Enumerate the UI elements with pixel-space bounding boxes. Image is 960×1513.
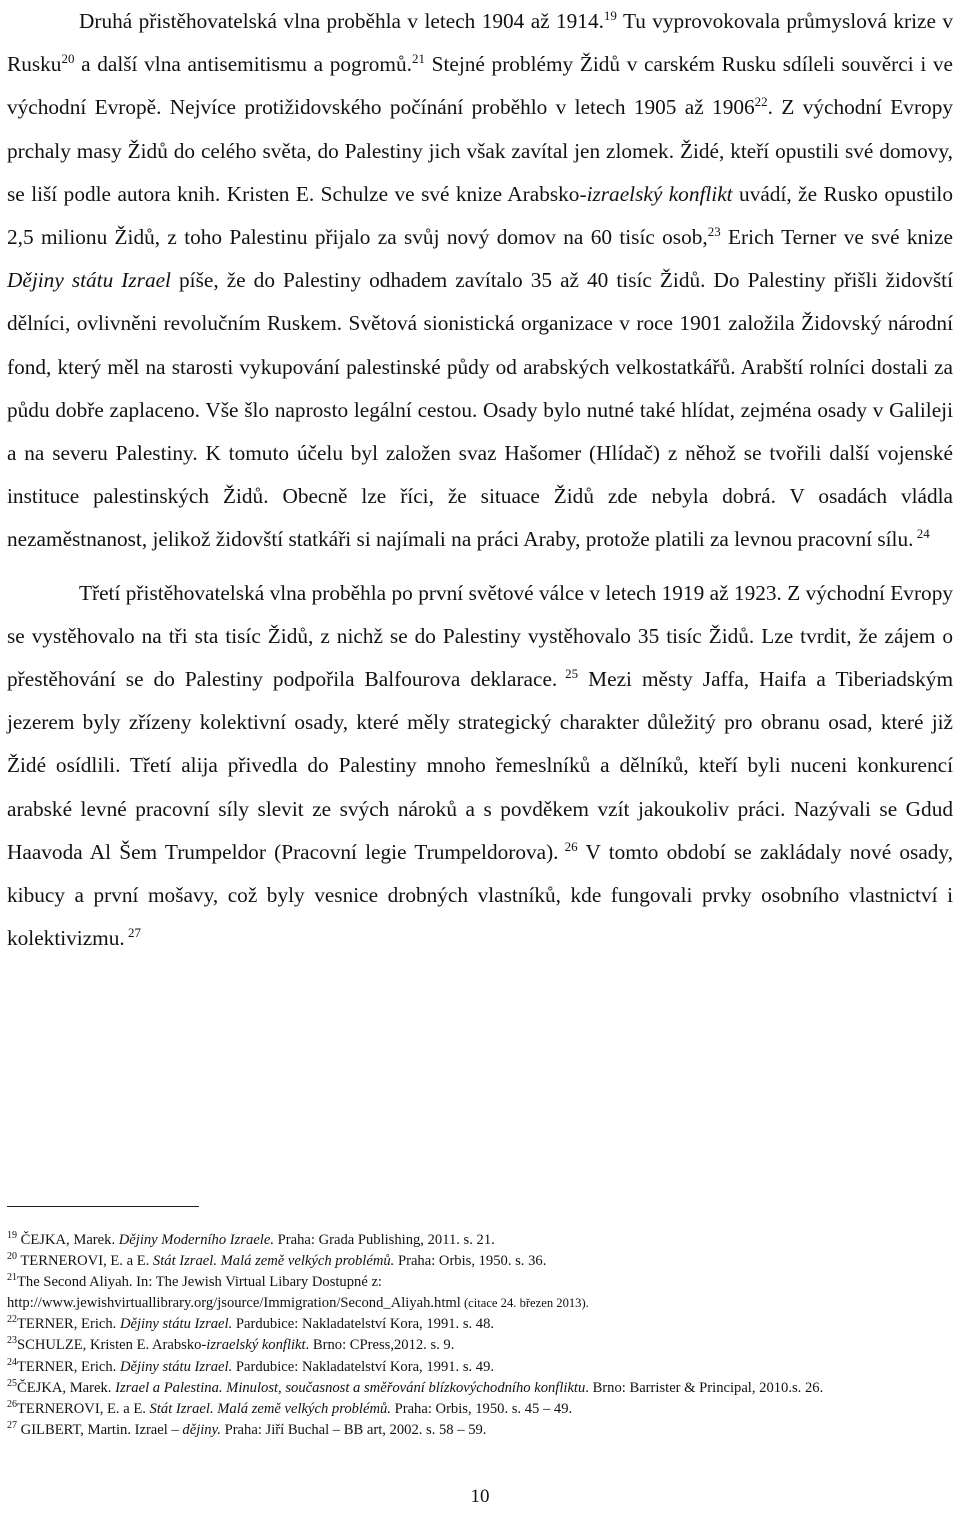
text-run: Erich Terner ve své knize: [720, 225, 953, 250]
footnote-separator: [7, 1206, 199, 1207]
footnote: [7, 1272, 953, 1293]
footnote-text: Pardubice: Nakladatelství Kora, 1991. s. 48.: [232, 1316, 495, 1333]
footnote-title: izraelský konflikt: [206, 1337, 306, 1354]
footnote-text: . Brno: Barrister & Principal, 2010.s. 26.: [585, 1379, 824, 1396]
footnote-text: GILBERT, Martin. Izrael –: [17, 1421, 183, 1438]
footnote-ref[interactable]: 20: [61, 51, 75, 67]
footnote-number: 21: [7, 1272, 17, 1284]
footnote-ref[interactable]: 22: [754, 94, 768, 110]
footnote-ref[interactable]: 21: [411, 51, 425, 67]
footnote: [7, 1251, 953, 1272]
footnote-text: TERNEROVI, E. a E.: [17, 1400, 150, 1417]
footnote-title: Dějiny státu Izrael.: [119, 1358, 233, 1375]
footnote-number: 19: [7, 1230, 17, 1242]
footnote-text: Praha: Orbis, 1950. s. 45 – 49.: [390, 1400, 573, 1417]
footnote-number: 22: [7, 1314, 17, 1326]
document-page: [7, 0, 954, 1507]
footnote-text: . Brno: CPress,2012. s. 9.: [305, 1337, 455, 1354]
page-number: 10: [470, 1486, 490, 1507]
footnote-text: ČEJKA, Marek.: [17, 1379, 116, 1396]
text-run: Tu vyprovokovala průmyslová krize v Rusku: [7, 9, 953, 77]
footnote-text: TERNEROVI, E. a E.: [17, 1253, 153, 1270]
footnote: [7, 1230, 953, 1251]
footnote-text: (citace 24. březen 2013).: [460, 1296, 589, 1311]
footnote-title: Dějiny Moderního Izraele.: [118, 1232, 274, 1248]
text-run: Mezi městy Jaffa, Haifa a Tiberiadským jezerem byly zřízeny kolektivní osady, které měly strategický charakter důležitý pro obranu osad, které již Židé osídlili. Třetí alija přivedla do Palestiny mnoho řemeslníků a dělníků, kteří byli nuceni konkurencí arabské levné pracovní síly slevit ze svých nároků a s povděkem vzít jakoukoliv práci. Nazývali se Gdud Haavoda Al Šem Trumpeldor (Pracovní legie Trumpeldorova).: [7, 667, 954, 864]
footnote-text: ČEJKA, Marek.: [17, 1232, 119, 1248]
footnote-title: Stát Izrael. Malá země velkých problémů.: [149, 1400, 391, 1417]
footnote: [7, 1420, 953, 1441]
text-run: a další vlna antisemitismu a pogromů.: [74, 52, 412, 77]
footnote-ref[interactable]: 24: [913, 526, 930, 542]
footnote-ref[interactable]: 25: [557, 665, 579, 681]
footnote-text: Pardubice: Nakladatelství Kora, 1991. s. 49.: [232, 1358, 495, 1375]
footnote-title: Izrael a Palestina. Minulost, současnost a směřování blízkovýchodního konfliktu: [115, 1379, 586, 1396]
footnote-text: The Second Aliyah. In: The Jewish Virtual Libary Dostupné z:: [17, 1274, 382, 1291]
text-run: V tomto období se zakládaly nové osady, kibucy a první mošavy, což byly vesnice drobných vlastníků, kde fungovali prvky osobního vlastnictví i kolektivizmu.: [7, 839, 954, 951]
footnote-number: 25: [7, 1377, 17, 1389]
footnote: [7, 1357, 953, 1378]
footnote-text: Praha: Orbis, 1950. s. 36.: [394, 1253, 547, 1270]
footnote-number: 27: [7, 1419, 17, 1431]
paragraph-third-aliyah: [7, 572, 953, 961]
footnote-text: TERNER, Erich.: [17, 1358, 120, 1375]
footnote-ref[interactable]: 23: [707, 223, 721, 239]
footnotes: [7, 1230, 953, 1441]
footnote-title: dějiny.: [182, 1421, 221, 1438]
footnote-text: Praha: Jiří Buchal – BB art, 2002. s. 58 – 59.: [220, 1421, 487, 1438]
footnote-number: 23: [7, 1335, 17, 1347]
footnote-text: SCHULZE, Kristen E. Arabsko-: [17, 1337, 207, 1354]
book-title: izraelský konflikt: [586, 181, 733, 206]
book-title: Dějiny státu Izrael: [7, 268, 171, 293]
footnote: [7, 1378, 953, 1399]
footnote-number: 20: [7, 1251, 17, 1263]
footnote-title: Stát Izrael. Malá země velkých problémů.: [152, 1253, 395, 1270]
text-run: . Z východní Evropy prchaly masy Židů do celého světa, do Palestiny jich však zavítal jen zlomek. Židé, kteří opustili své domovy, se liší podle autora knih. Kristen E. Schulze ve své knize Arabsko-: [7, 95, 953, 206]
footnote-ref[interactable]: 26: [558, 838, 578, 854]
footnote-number: 24: [7, 1356, 17, 1368]
text-run: píše, že do Palestiny odhadem zavítalo 35 až 40 tisíc Židů. Do Palestiny přišli židovští dělníci, ovlivněni revolučním Ruskem. Světová sionistická organizace v roce 1901 založila Židovský národní fond, který měl na starosti vykupování palestinské půdy od arabských velkostatkářů. Arabští rolníci dostali za půdu dobře zaplaceno. Vše šlo naprosto legální cestou. Osady bylo nutné také hlídat, zejména osady v Galileji a na severu Palestiny. K tomuto účelu byl založen svaz Hašomer (Hlídač) z něhož se tvořili další vojenské instituce palestinských Židů. Obecně lze říci, že situace Židů zde nebyla dobrá. V osadách vládla nezaměstnanost, jelikož židovští statkáři si najímali na práci Araby, protože platili za levnou pracovní sílu.: [7, 268, 953, 552]
footnote-ref[interactable]: 27: [124, 925, 141, 941]
text-run: Druhá přistěhovatelská vlna proběhla v letech 1904 až 1914.: [79, 9, 604, 33]
footnote-number: 26: [7, 1398, 17, 1410]
footnote-text: TERNER, Erich.: [17, 1316, 120, 1333]
footnote-url[interactable]: http://www.jewishvirtuallibrary.org/jsource/Immigration/Second_Aliyah.html: [7, 1295, 461, 1312]
footnote-continuation: [7, 1293, 953, 1314]
footnote: [7, 1335, 953, 1356]
paragraph-second-aliyah: [7, 0, 953, 562]
text-run: Třetí přistěhovatelská vlna proběhla po první světové válce v letech 1919 až 1923. Z východní Evropy se vystěhovalo na tři sta tisíc Židů, z nichž se do Palestiny vystěhovalo 35 tisíc Židů. Lze tvrdit, že zájem o přestěhování se do Palestiny podpořila Balfourova deklarace.: [7, 580, 953, 692]
footnote: [7, 1399, 953, 1420]
footnote: [7, 1314, 953, 1335]
footnote-ref[interactable]: 19: [603, 7, 617, 23]
text-run: Stejné problémy Židů v carském Rusku sdíleli souvěrci i ve východní Evropě. Nejvíce protižidovského počínání proběhlo v letech 1905 až 1906: [7, 52, 953, 120]
footnote-title: Dějiny státu Izrael.: [119, 1316, 233, 1333]
body-text: [7, 0, 953, 960]
text-run: uvádí, že Rusko opustilo 2,5 milionu Židů, z toho Palestinu přijalo za svůj nový domov na 60 tisíc osob,: [7, 181, 954, 250]
footnote-text: Praha: Grada Publishing, 2011. s. 21.: [273, 1232, 495, 1248]
